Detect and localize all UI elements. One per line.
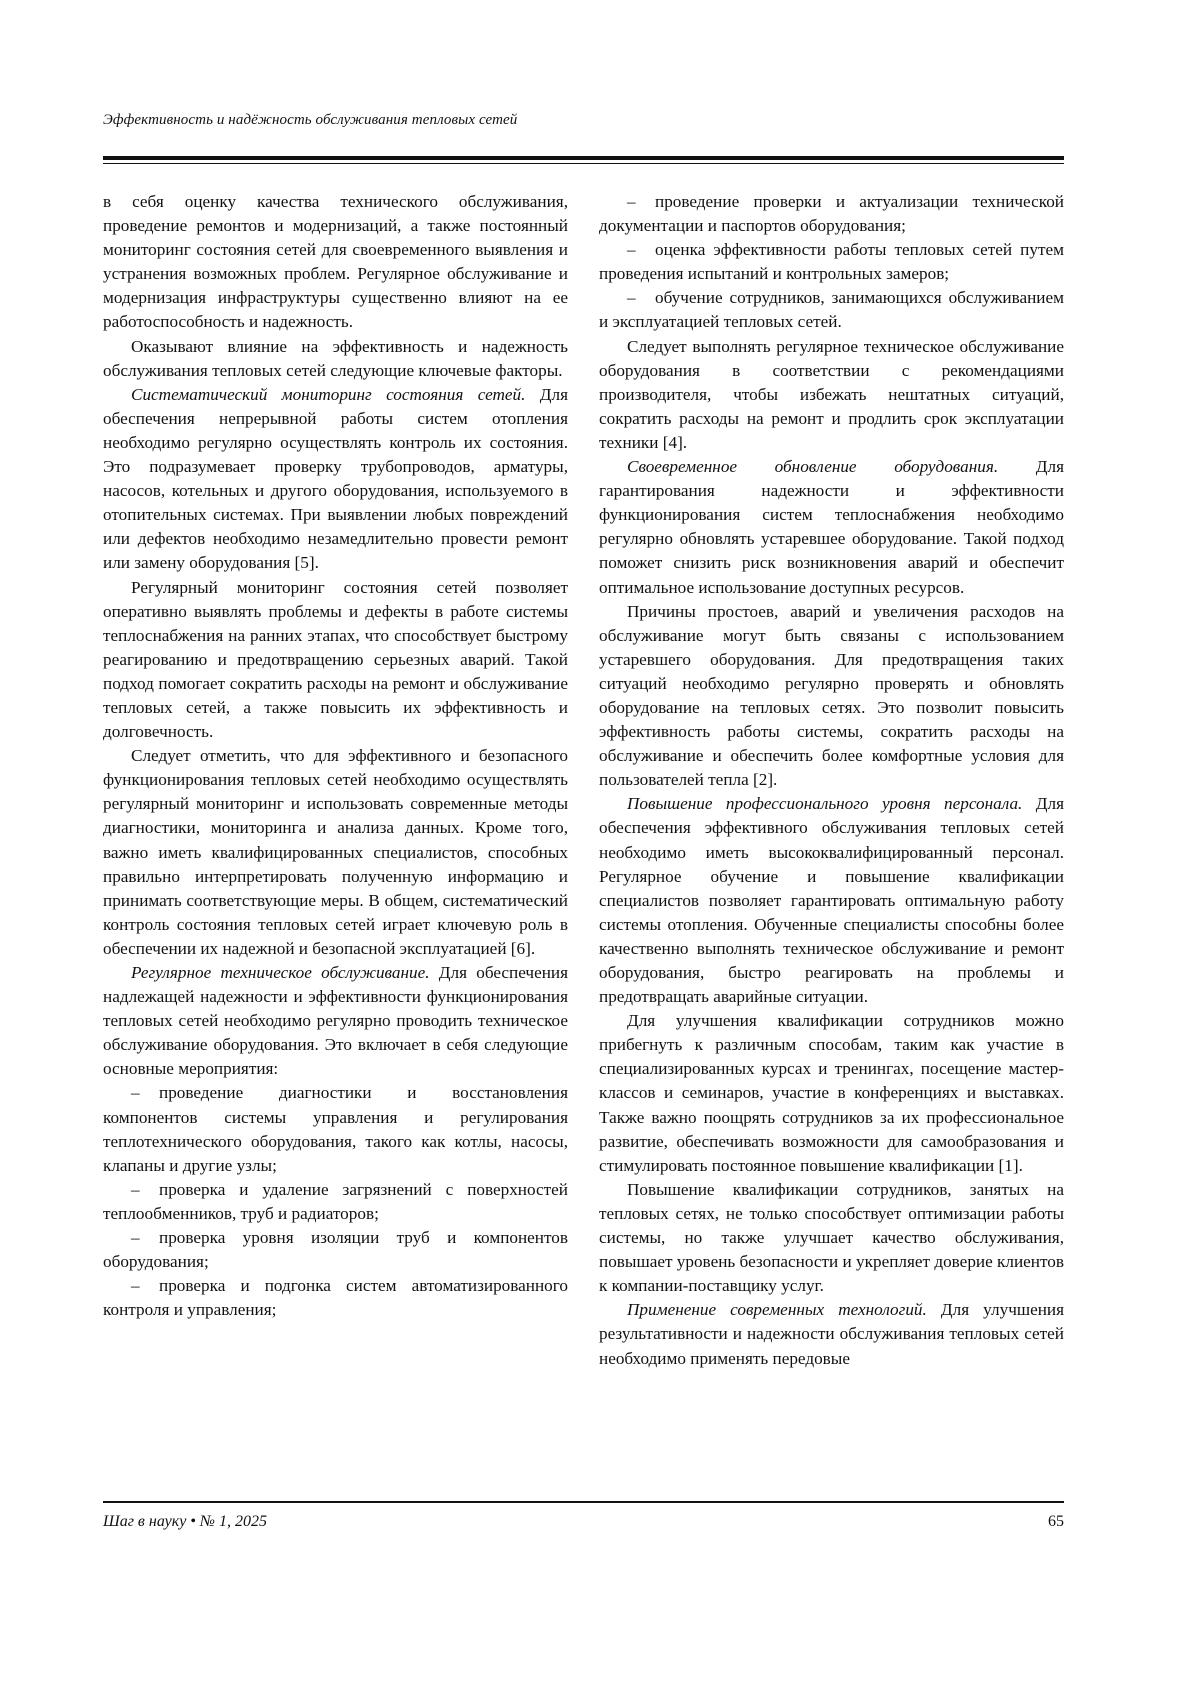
right-column	[599, 190, 1064, 1371]
paragraph-text: проверка уровня изоляции труб и компонентов оборудования;	[103, 1228, 568, 1272]
paragraph-text: Для обеспечения эффективного обслуживания тепловых сетей необходимо иметь высококвалифицированный персонал. Регулярное обучение и повышение квалификации специалистов позволяет гарантировать оптимальную работу системы отопления. Обученные специалисты способны более качественно выполнять техническое обслуживание и ремонт оборудования, быстро реагировать на проблемы и предотвращать аварийные ситуации.	[599, 794, 1064, 1007]
paragraph-text: Регулярный мониторинг состояния сетей позволяет оперативно выявлять проблемы и дефекты в работе системы теплоснабжения на ранних этапах, что способствует быстрому реагированию и предотвращению серьезных аварий. Такой подход помогает сократить расходы на ремонт и обслуживание тепловых сетей, а также повысить их эффективность и долговечность.	[103, 577, 568, 742]
paragraph	[599, 335, 1064, 455]
list-item	[599, 238, 1064, 286]
paragraph-text: Для обеспечения непрерывной работы систем отопления необходимо регулярно осуществлять контроль их состояния. Это подразумевает проверку трубопроводов, арматуры, насосов, котельных и другого оборудования, используемого в отопительных системах. При выявлении любых повреждений или дефектов необходимо незамедлительно провести ремонт или замену оборудования [5].	[103, 384, 568, 573]
paragraph-text: оценка эффективности работы тепловых сетей путем проведения испытаний и контрольных замеров;	[599, 240, 1064, 284]
header-rule-thick	[103, 156, 1064, 160]
section-lead: Применение современных технологий.	[627, 1300, 927, 1320]
dash-bullet: –	[627, 240, 636, 260]
dash-bullet: –	[627, 192, 636, 211]
paragraph-text: в себя оценку качества технического обслуживания, проведение ремонтов и модернизаций, а также постоянный мониторинг состояния сетей для своевременного выявления и устранения возможных проблем. Регулярное обслуживание и модернизация инфраструктуры существенно влияют на ее работоспособность и надежность.	[103, 192, 568, 332]
paragraph-text: Для гарантирования надежности и эффективности функционирования систем теплоснабжения необходимо регулярно обновлять устаревшее оборудование. Такой подход поможет снизить риск возникновения аварий и обеспечит оптимальное использование доступных ресурсов.	[599, 457, 1064, 597]
paragraph-text: Для улучшения квалификации сотрудников можно прибегнуть к различным способам, таким как участие в специализированных курсах и тренингах, посещение мастер-классов и семинаров, участие в конференциях и выставках. Также важно поощрять сотрудников за их профессиональное развитие, обеспечивать возможности для самообразования и стимулировать постоянное повышение квалификации [1].	[599, 1011, 1064, 1175]
paragraph-text: проверка и удаление загрязнений с поверхностей теплообменников, труб и радиаторов;	[103, 1179, 568, 1223]
dash-bullet: –	[131, 1083, 140, 1103]
paragraph	[103, 383, 568, 576]
left-column	[103, 190, 568, 1322]
section-lead: Систематический мониторинг состояния сетей.	[131, 384, 526, 404]
list-item	[103, 1178, 568, 1226]
paragraph-text: Для улучшения результативности и надежности обслуживания тепловых сетей необходимо применять передовые	[599, 1300, 1064, 1368]
paragraph-text: Следует отметить, что для эффективного и безопасного функционирования тепловых сетей необходимо осуществлять регулярный мониторинг и использовать современные методы диагностики, мониторинга и анализа данных. Кроме того, важно иметь квалифицированных специалистов, способных правильно интерпретировать полученную информацию и принимать соответствующие меры. В общем, систематический контроль состояния тепловых сетей играет ключевую роль в обеспечении их надежной и безопасной эксплуатацией [6].	[103, 746, 568, 958]
paragraph-text: обучение сотрудников, занимающихся обслуживанием и эксплуатацией тепловых сетей.	[599, 288, 1064, 332]
paragraph-text: проверка и подгонка систем автоматизированного контроля и управления;	[103, 1276, 568, 1320]
paragraph	[103, 961, 568, 1081]
paragraph-text: Для обеспечения надлежащей надежности и эффективности функционирования тепловых сетей необходимо регулярно проводить техническое обслуживание оборудования. Это включает в себя следующие основные мероприятия:	[103, 963, 568, 1079]
list-item	[103, 1226, 568, 1274]
paragraph	[599, 455, 1064, 600]
paragraph-text: Причины простоев, аварий и увеличения расходов на обслуживание могут быть связаны с использованием устаревшего оборудования. Для предотвращения таких ситуаций необходимо регулярно проверять и обновлять оборудование на тепловых сетях. Это позволит повысить эффективность работы системы, сократить расходы на обслуживание и обеспечить более комфортные условия для пользователей тепла [2].	[599, 601, 1064, 790]
dash-bullet: –	[131, 1276, 140, 1296]
header-rule-thin	[103, 163, 1064, 164]
paragraph	[599, 1178, 1064, 1298]
paragraph	[103, 335, 568, 383]
list-item	[599, 190, 1064, 238]
footer-rule	[103, 1501, 1064, 1503]
list-item	[599, 286, 1064, 334]
paragraph	[599, 792, 1064, 1009]
list-item	[103, 1274, 568, 1322]
paragraph	[599, 1009, 1064, 1178]
section-lead: Регулярное техническое обслуживание.	[131, 963, 430, 982]
paragraph-text: проведение диагностики и восстановления компонентов системы управления и регулирования теплотехнического оборудования, такого как котлы, насосы, клапаны и другие узлы;	[103, 1083, 568, 1175]
paragraph-text: проведение проверки и актуализации технической документации и паспортов оборудования;	[599, 192, 1064, 236]
section-lead: Повышение профессионального уровня персонала.	[627, 794, 1023, 814]
paragraph-text: Следует выполнять регулярное техническое обслуживание оборудования в соответствии с рекомендациями производителя, чтобы избежать нештатных ситуаций, сократить расходы на ремонт и продлить срок эксплуатации техники [4].	[599, 336, 1064, 452]
paragraph	[103, 576, 568, 745]
dash-bullet: –	[131, 1179, 140, 1199]
dash-bullet: –	[627, 288, 636, 308]
list-item	[103, 1081, 568, 1177]
paragraph	[103, 190, 568, 335]
paragraph-text: Оказывают влияние на эффективность и надежность обслуживания тепловых сетей следующие ключевые факторы.	[103, 336, 568, 380]
page-number: 65	[1048, 1513, 1064, 1530]
dash-bullet: –	[131, 1228, 140, 1248]
paragraph	[599, 1298, 1064, 1370]
running-header: Эффективность и надёжность обслуживания тепловых сетей	[103, 112, 518, 128]
paragraph-text: Повышение квалификации сотрудников, занятых на тепловых сетях, не только способствует оптимизации работы системы, но также улучшает качество обслуживания, повышает уровень безопасности и укрепляет доверие клиентов к компании-поставщику услуг.	[599, 1179, 1064, 1296]
paragraph	[103, 744, 568, 961]
section-lead: Своевременное обновление оборудования.	[627, 457, 999, 477]
paragraph	[599, 600, 1064, 793]
journal-issue: Шаг в науку • № 1, 2025	[103, 1513, 267, 1530]
